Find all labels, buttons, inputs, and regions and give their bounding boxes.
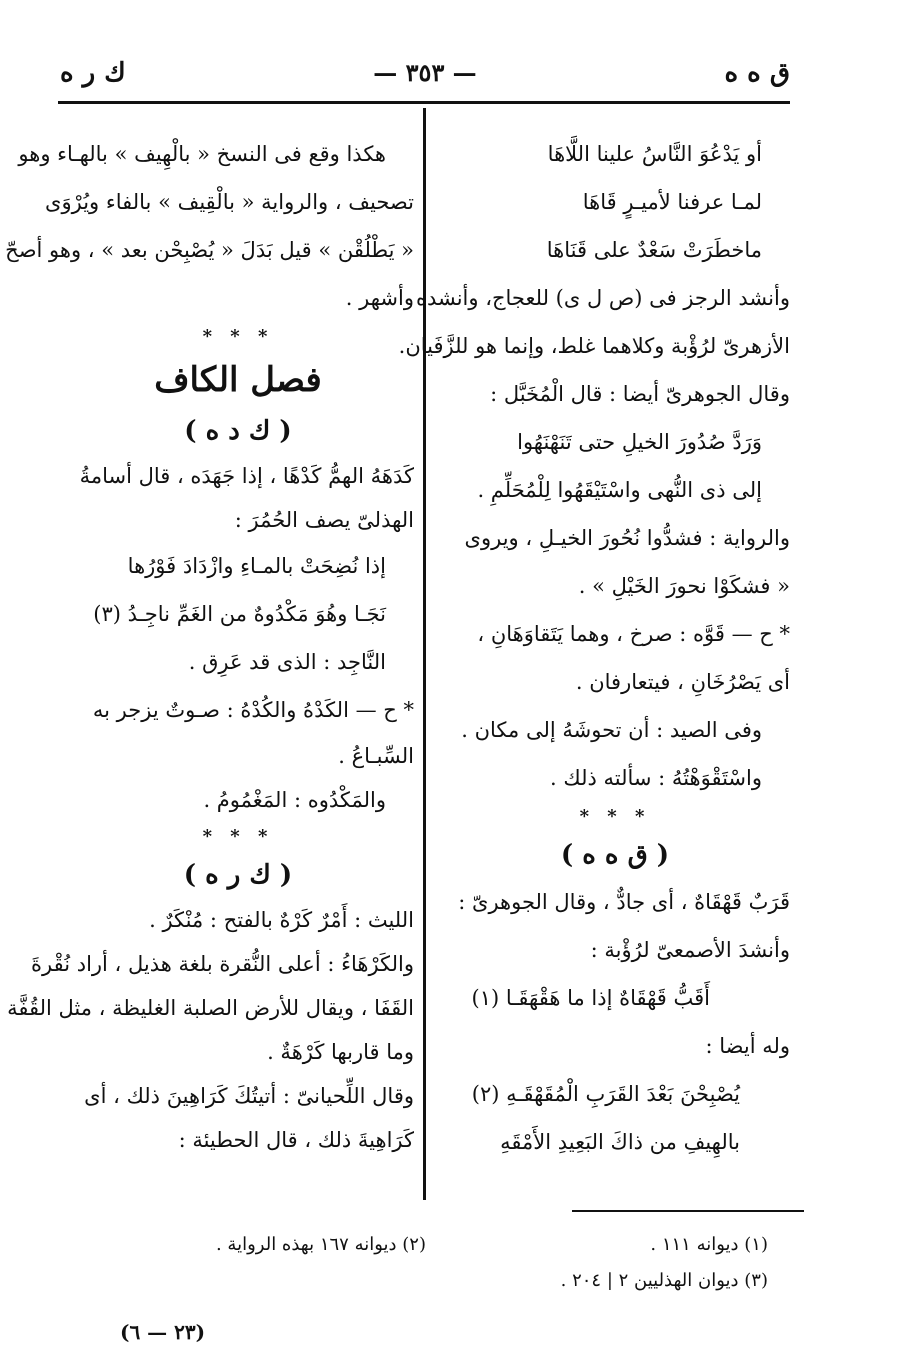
text-line: والكَرْهَاءُ : أعلى النُّقرة بلغة هذيل ، أراد نُقْرةَ (30, 952, 414, 976)
text-line: * ح — الكَدْهُ والكُدْهُ : صـوتٌ يزجر به (92, 698, 414, 722)
left-column (5, 130, 414, 1162)
footnote-3: (٣) ديوان الهذليين ٢ | ٢٠٤ . (560, 1270, 768, 1291)
text-line: النَّاجِد : الذى قد عَرِق . (188, 650, 386, 674)
verse-line: إذا نُضِحَتْ بالمـاءِ وازْدَادَ فَوْرُها (127, 554, 386, 578)
text-line: وقال اللِّحيانىّ : أتيتُكَ كَرَاهِينَ ذلك ، أى (84, 1084, 414, 1108)
text-line: تصحيف ، والرواية « بالْقِيف » بالفاء ويُرْوَى (45, 190, 414, 214)
text-line: السِّبـاعُ . (338, 744, 414, 768)
text-line: الليث : أَمْرٌ كَرْهٌ بالفتح : مُنْكَرٌ . (149, 908, 414, 932)
verse-line: بالهِيفِ من ذاكَ البَعِيدِ الأَمْقَهِ (500, 1130, 740, 1154)
entry-heading: ( ك ر ه ) (183, 860, 293, 890)
section-title: فصل الكاف (154, 360, 322, 400)
text-line: القَفَا ، ويقال للأرض الصلبة الغليظة ، مثل القُفَّة (7, 996, 414, 1020)
footnote-1: (١) ديوانه ١١١ . (650, 1234, 768, 1255)
text-line: وقال الجوهرىّ أيضا : قال الْمُخَبَّل : (490, 382, 790, 406)
text-line: وما قاربها كَرْهَةٌ . (267, 1040, 414, 1064)
text-line: وفى الصيد : أن تحوشَهُ إلى مكان . (461, 718, 762, 742)
text-line: « يَطْلُقْن » قيل بَدَلَ « يُصْبِحْن بعد » ، وهو أصحّ (5, 238, 414, 262)
text-line: الهذلىّ يصف الحُمُرَ : (234, 508, 414, 532)
entry-heading: ( ق ه ه ) (560, 840, 670, 870)
footnote-rule (572, 1210, 804, 1212)
text-line: واسْتَقْوَهْتُهُ : سألته ذلك . (550, 766, 762, 790)
text-line: أى يَصْرُخَانِ ، فيتعارفان . (575, 670, 790, 694)
verse-line: نَجَـا وهُوَ مَكْدُوهٌ من الغَمِّ ناجِـدُ (٣) (93, 602, 386, 626)
column-divider (423, 108, 426, 1200)
text-line: كَدَهَهُ الهمُّ كَدْهًا ، إذا جَهَدَه ، قال أسامةُ (79, 464, 414, 488)
text-line: هكذا وقع فى النسخ « بالْهِيف » بالهـاء وهو (18, 142, 386, 166)
separator-stars: * * * (202, 826, 274, 847)
text-line: والمَكْدُوه : المَغْمُومُ . (203, 788, 386, 812)
page-number: — ٣٥٣ — (373, 58, 477, 87)
verse-line: ماخطَرَتْ سَعْدٌ على قَنَاهَا (546, 238, 762, 262)
text-line: وأشهر . (345, 286, 414, 310)
text-line: الأزهرىّ لرُؤْبة وكلاهما غلط، وإنما هو للزَّفَيان. (398, 334, 790, 358)
verse-line: أو يَدْعُوَ النَّاسُ علينا اللَّاهَا (547, 142, 762, 166)
text-line: « فشكَوْا نحورَ الخَيْلِ » . (578, 574, 790, 598)
verse-line: إلى ذى النُّهى واسْتَيْقَهُوا لِلْمُحَلِّمِ . (477, 478, 762, 502)
text-line: والرواية : فشدُّوا نُحُورَ الخيـلِ ، ويروى (464, 526, 790, 550)
footnote-2: (٢) ديوانه ١٦٧ بهذه الرواية . (215, 1234, 426, 1255)
text-line: وأنشد الرجز فى (ص ل ى) للعجاج، وأنشده (415, 286, 790, 310)
verse-line: لمـا عرفنا لأميـرٍ قَاهَا (582, 190, 762, 214)
entry-heading: ( ك د ه ) (184, 416, 292, 446)
header-root-right: ق ه ه (724, 58, 790, 88)
header-root-left: ك ر ه (60, 58, 126, 88)
text-line: * ح — قَوَّه : صرخ ، وهما يَتَقاوَهَانِ ، (477, 622, 790, 646)
verse-line: يُصْبِحْنَ بَعْدَ القَرَبِ الْمُقَهْقَـهِ (٢) (471, 1082, 740, 1106)
signature-mark: (٢٣ — ٦) (120, 1320, 206, 1344)
verse-line: أَقَبُّ قَهْقَاهٌ إذا ما هَقْهَقَـا (١) (471, 986, 710, 1010)
text-line: وله أيضا : (705, 1034, 790, 1058)
header-rule (58, 101, 790, 104)
verse-line: وَرَدَّ صُدُورَ الخيلِ حتى تَنَهْنَهُوا (517, 430, 762, 454)
separator-stars: * * * (579, 806, 651, 827)
text-line: وأنشدَ الأصمعىّ لرُؤْبة : (590, 938, 790, 962)
text-line: قَرَبٌ قَهْقَاهٌ ، أى جادٌّ ، وقال الجوهرىّ : (458, 890, 790, 914)
right-column (398, 130, 790, 1166)
page-header (60, 58, 790, 98)
text-line: كَرَاهِيةَ ذلك ، قال الحطيئة : (178, 1128, 414, 1152)
separator-stars: * * * (202, 326, 274, 347)
